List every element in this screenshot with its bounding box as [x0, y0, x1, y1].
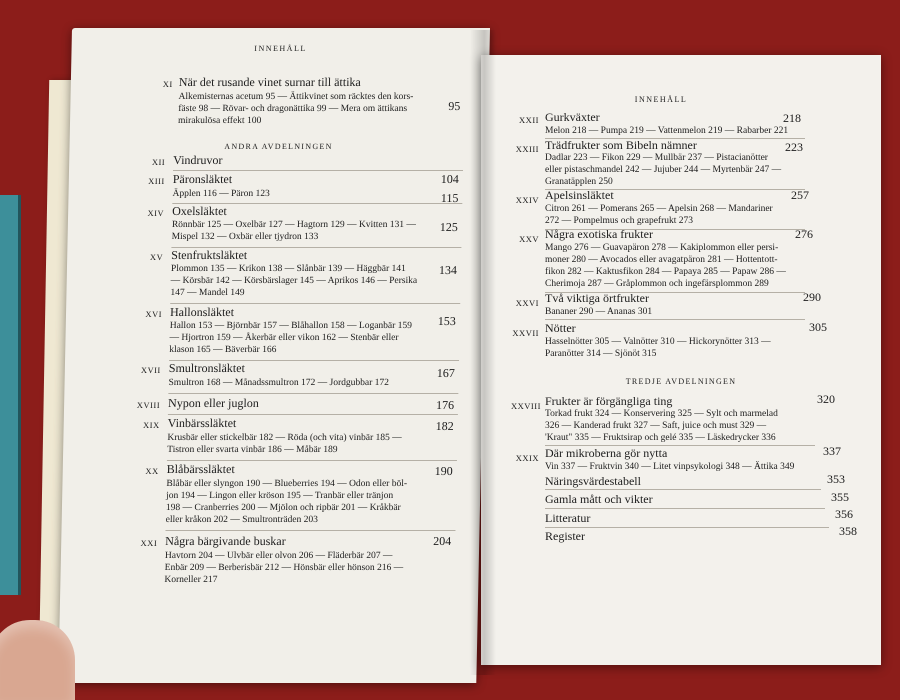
- chapter-subtopics: [545, 461, 794, 473]
- divider: [167, 460, 457, 461]
- subtopic-line: Havtorn 204 — Ulvbär eller olvon 206 — Fläderbär 207 —: [164, 551, 393, 561]
- chapter-number: XXVII: [512, 328, 539, 338]
- subtopic-line: Hasselnötter 305 — Valnötter 310 — Hickorynötter 313 —: [545, 337, 771, 347]
- chapter-title: Blåbärssläktet: [166, 462, 235, 476]
- chapter-title: Frukter är förgängliga ting: [545, 394, 673, 408]
- subtopic-line: Vin 337 — Fruktvin 340 — Litet vinpsykologi 348 — Ättika 349: [545, 462, 795, 472]
- chapter-title: Några bärgivande buskar: [165, 534, 286, 548]
- chapter-number: XXVI: [515, 298, 539, 308]
- subtopic-line: Torkad frukt 324 — Konservering 325 — Sylt och marmelad: [545, 409, 778, 419]
- divider: [168, 414, 458, 415]
- chapter-title: Apelsinsläktet: [545, 188, 614, 202]
- page-number: 355: [831, 490, 849, 504]
- left-page: [58, 28, 490, 683]
- subtopic-line: jon 194 — Lingon eller kröson 195 — Tranbär eller tränjon: [166, 491, 394, 501]
- divider: [168, 393, 458, 394]
- page-number: 356: [835, 507, 853, 521]
- chapter-subtopics: [545, 152, 781, 188]
- chapter-title: Nötter: [545, 321, 576, 335]
- chapter-subtopics: [166, 478, 408, 526]
- subtopic-line: — Körsbär 142 — Körsbärslager 145 — Aprikos 146 — Persika: [170, 276, 418, 286]
- page-number: 190: [434, 464, 453, 478]
- subtopic-line: Citron 261 — Pomerans 265 — Apelsin 268 — Mandariner: [545, 204, 773, 214]
- chapter-subtopics: [171, 219, 416, 243]
- chapter-title: Vindruvor: [173, 153, 223, 167]
- section-heading: ANDRA AVDELNINGEN: [224, 142, 333, 151]
- chapter-number: XV: [149, 252, 164, 262]
- divider: [545, 527, 829, 528]
- subtopic-line: Dadlar 223 — Fikon 229 — Mullbär 237 — Pistacianötter: [545, 153, 768, 163]
- page-header: INNEHÅLL: [254, 44, 307, 53]
- page-number: 320: [817, 392, 835, 406]
- chapter-number: XXII: [519, 115, 539, 125]
- chapter-number: XXIII: [515, 144, 539, 154]
- chapter-subtopics: [545, 242, 786, 290]
- page-number: 290: [803, 290, 821, 304]
- chapter-title: Nypon eller juglon: [167, 396, 259, 410]
- page-number: 204: [433, 534, 452, 548]
- divider: [170, 303, 460, 304]
- chapter-title: Vinbärssläktet: [167, 416, 237, 430]
- page-number: 134: [438, 263, 458, 277]
- page-header: INNEHÅLL: [634, 95, 688, 104]
- chapter-number: XXI: [140, 538, 158, 548]
- subtopic-line: moner 280 — Avocados eller avagatpäron 281 — Hottentott-: [545, 255, 778, 265]
- subtopic-line: Rönnbär 125 — Oxelbär 127 — Hagtorn 129 — Kvitten 131 —: [171, 220, 417, 230]
- chapter-title: Gamla mått och vikter: [545, 492, 653, 506]
- chapter-number: XXVIII: [511, 401, 541, 411]
- subtopic-line: eller kråkon 202 — Smultronträden 203: [165, 515, 319, 525]
- subtopic-line: Tistron eller svarta vinbär 186 — Måbär 189: [167, 445, 338, 455]
- chapter-number: XX: [145, 466, 159, 476]
- chapter-title: Litteratur: [545, 511, 591, 525]
- chapter-title: Några exotiska frukter: [545, 227, 653, 241]
- subtopic-line: mirakulösa effekt 100: [177, 116, 262, 126]
- chapter-subtopics: [545, 203, 773, 227]
- subtopic-line: 326 — Kanderad frukt 327 — Saft, juice och must 329 —: [545, 421, 767, 431]
- chapter-number: XVII: [140, 365, 161, 375]
- subtopic-line: Plommon 135 — Krikon 138 — Slånbär 139 — Häggbär 141: [170, 264, 406, 274]
- divider: [545, 508, 825, 509]
- page-number: 358: [839, 524, 857, 538]
- subtopic-line: Paranötter 314 — Sjönöt 315: [545, 349, 657, 359]
- subtopic-line: Krusbär eller stickelbär 182 — Röda (och vita) vinbär 185 —: [167, 433, 402, 443]
- subtopic-line: Smultron 168 — Månadssmultron 172 — Jordgubbar 172: [168, 378, 390, 388]
- page-number: 104: [440, 172, 459, 186]
- page-number: 223: [785, 140, 803, 154]
- subtopic-line: Mango 276 — Guavapäron 278 — Kakiplommon eller persi-: [545, 243, 779, 253]
- chapter-title: Päronsläktet: [172, 172, 233, 186]
- page-number: 337: [823, 444, 841, 458]
- chapter-title: Smultronsläktet: [168, 361, 246, 375]
- page-number: 276: [795, 227, 813, 241]
- page-number: 176: [435, 398, 455, 412]
- chapter-title: Register: [545, 529, 585, 543]
- subtopic-line: Cherimoja 287 — Gråplommon och ingefärsplommon 289: [545, 279, 769, 289]
- subtopic-line: Granatäpplen 250: [545, 177, 613, 187]
- subtopic-line: Äpplen 116 — Päron 123: [172, 189, 270, 199]
- chapter-number: XVIII: [136, 400, 161, 410]
- divider: [173, 170, 463, 171]
- chapter-subtopics: [545, 306, 652, 318]
- chapter-subtopics: [170, 263, 417, 299]
- page-number: 305: [809, 320, 827, 334]
- subtopic-line: klason 165 — Bäverbär 166: [169, 345, 277, 355]
- subtopic-line: 198 — Cranberries 200 — Mjölon och ripbär 201 — Kråkbär: [165, 503, 401, 513]
- chapter-number: XIII: [148, 176, 165, 186]
- page-number: 115: [440, 191, 459, 205]
- page-number: 182: [435, 419, 454, 433]
- chapter-subtopics: [164, 550, 403, 586]
- subtopic-line: Hallon 153 — Björnbär 157 — Blåhallon 158 — Loganbär 159: [169, 321, 413, 331]
- chapter-number: XXIX: [515, 453, 539, 463]
- chapter-title: Två viktiga örtfrukter: [545, 291, 649, 305]
- subtopic-line: Melon 218 — Pumpa 219 — Vattenmelon 219 — Rabarber 221: [545, 126, 789, 136]
- subtopic-line: — Hjortron 159 — Åkerbär eller vikon 162 — Stenbär eller: [169, 333, 399, 343]
- page-number: 125: [439, 220, 458, 234]
- chapter-title: Där mikroberna gör nytta: [545, 446, 668, 460]
- chapter-number: XVI: [145, 309, 163, 319]
- chapter-subtopics: [545, 336, 771, 360]
- page-number: 257: [791, 188, 809, 202]
- chapter-title: Hallonsläktet: [169, 305, 235, 319]
- chapter-subtopics: [167, 432, 402, 456]
- chapter-title: Gurkväxter: [545, 110, 600, 124]
- chapter-subtopics: [172, 188, 270, 200]
- section-heading: TREDJE AVDELNINGEN: [625, 377, 737, 386]
- divider: [545, 319, 805, 320]
- chapter-number: XXV: [519, 234, 539, 244]
- subtopic-line: Blåbär eller slyngon 190 — Blueberries 194 — Odon eller böl-: [166, 479, 408, 489]
- chapter-subtopics: [178, 91, 414, 127]
- chapter-title: Näringsvärdestabell: [545, 474, 641, 488]
- subtopic-line: 'Kraut" 335 — Fruktsirap och gelé 335 — Läskedrycker 336: [545, 433, 776, 443]
- chapter-number: XI: [162, 79, 173, 89]
- chapter-subtopics: [545, 125, 788, 137]
- chapter-number: XXIV: [515, 195, 539, 205]
- subtopic-line: Enbär 209 — Berberisbär 212 — Hönsbär eller hönson 216 —: [164, 563, 404, 573]
- subtopic-line: fikon 282 — Kaktusfikon 284 — Papaya 285 — Papaw 286 —: [545, 267, 786, 277]
- subtopic-line: 147 — Mandel 149: [170, 288, 245, 298]
- chapter-subtopics: [169, 320, 412, 356]
- chapter-title: Stenfruktsläktet: [171, 248, 248, 262]
- chapter-title: Trädfrukter som Bibeln nämner: [545, 138, 697, 152]
- chapter-number: XII: [151, 157, 166, 167]
- subtopic-line: fäste 98 — Rövar- och dragonättika 99 — Mera om ättikans: [178, 104, 408, 114]
- subtopic-line: Alkemisternas acetum 95 — Ättikvinet som räcktes den kors-: [178, 92, 414, 102]
- page-number: 153: [437, 314, 457, 328]
- subtopic-line: Korneller 217: [164, 575, 218, 585]
- subtopic-line: Mispel 132 — Oxbär eller tjydron 133: [171, 232, 319, 242]
- chapter-number: XIX: [142, 420, 160, 430]
- subtopic-line: eller pistaschmandel 242 — Jujuber 244 — Myrtenbär 247 —: [545, 165, 782, 175]
- subtopic-line: 272 — Pompelmus och grapefrukt 273: [545, 216, 694, 226]
- subtopic-line: Bananer 290 — Ananas 301: [545, 307, 653, 317]
- page-number: 167: [436, 366, 455, 380]
- chapter-subtopics: [545, 408, 778, 444]
- chapter-subtopics: [168, 377, 389, 389]
- teal-book-edge: [0, 195, 21, 595]
- chapter-title: När det rusande vinet surnar till ättika: [178, 75, 361, 89]
- divider: [165, 530, 455, 531]
- chapter-title: Oxelsläktet: [172, 204, 227, 218]
- thumb: [0, 620, 75, 700]
- chapter-number: XIV: [147, 208, 165, 218]
- page-number: 353: [827, 472, 845, 486]
- divider: [545, 489, 821, 490]
- right-page: [481, 55, 881, 665]
- page-number: 218: [783, 111, 801, 125]
- page-number: 95: [448, 99, 461, 113]
